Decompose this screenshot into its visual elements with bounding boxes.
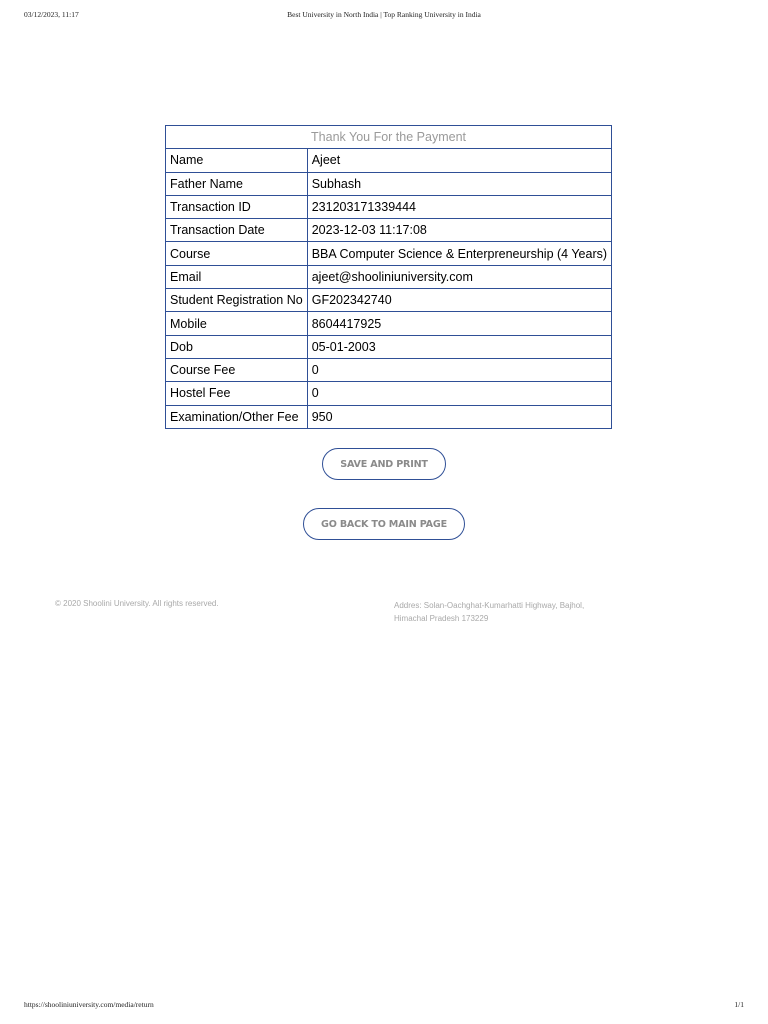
table-row bbox=[166, 265, 612, 288]
row-label: Transaction Date bbox=[166, 219, 308, 242]
receipt-caption: Thank You For the Payment bbox=[166, 126, 612, 149]
row-value: 231203171339444 bbox=[307, 195, 611, 218]
row-label: Examination/Other Fee bbox=[166, 405, 308, 428]
receipt-rows bbox=[166, 149, 612, 429]
table-row bbox=[166, 312, 612, 335]
table-row bbox=[166, 382, 612, 405]
table-row bbox=[166, 149, 612, 172]
row-value: 0 bbox=[307, 382, 611, 405]
table-row bbox=[166, 242, 612, 265]
print-footer bbox=[24, 1000, 744, 1012]
row-value: 0 bbox=[307, 358, 611, 381]
row-value: ajeet@shooliniuniversity.com bbox=[307, 265, 611, 288]
row-value: BBA Computer Science & Enterpreneurship (4 Years) bbox=[307, 242, 611, 265]
table-row bbox=[166, 335, 612, 358]
row-value: GF202342740 bbox=[307, 289, 611, 312]
row-label: Transaction ID bbox=[166, 195, 308, 218]
print-page-title: Best University in North India | Top Ranking University in India bbox=[287, 10, 481, 19]
row-value: 8604417925 bbox=[307, 312, 611, 335]
copyright-text: © 2020 Shoolini University. All rights reserved. bbox=[55, 599, 219, 608]
row-label: Course bbox=[166, 242, 308, 265]
row-label: Course Fee bbox=[166, 358, 308, 381]
table-row bbox=[166, 219, 612, 242]
row-label: Student Registration No bbox=[166, 289, 308, 312]
row-value: 950 bbox=[307, 405, 611, 428]
print-url: https://shooliniuniversity.com/media/return bbox=[24, 1000, 154, 1009]
table-row bbox=[166, 172, 612, 195]
row-value: Ajeet bbox=[307, 149, 611, 172]
row-label: Mobile bbox=[166, 312, 308, 335]
print-header bbox=[24, 10, 744, 24]
row-value: 05-01-2003 bbox=[307, 335, 611, 358]
row-value: 2023-12-03 11:17:08 bbox=[307, 219, 611, 242]
address-text: Addres: Solan-Oachghat-Kumarhatti Highway, Bajhol, Himachal Pradesh 173229 bbox=[394, 601, 585, 623]
row-label: Hostel Fee bbox=[166, 382, 308, 405]
receipt-caption-row bbox=[166, 126, 612, 149]
print-datetime: 03/12/2023, 11:17 bbox=[24, 10, 79, 19]
payment-receipt-table bbox=[165, 125, 612, 429]
table-row bbox=[166, 358, 612, 381]
print-page-number: 1/1 bbox=[734, 1000, 744, 1009]
table-row bbox=[166, 289, 612, 312]
save-and-print-button[interactable]: SAVE AND PRINT bbox=[322, 448, 446, 480]
row-label: Dob bbox=[166, 335, 308, 358]
row-label: Name bbox=[166, 149, 308, 172]
row-label: Email bbox=[166, 265, 308, 288]
table-row bbox=[166, 405, 612, 428]
go-back-to-main-page-button[interactable]: GO BACK TO MAIN PAGE bbox=[303, 508, 465, 540]
row-value: Subhash bbox=[307, 172, 611, 195]
row-label: Father Name bbox=[166, 172, 308, 195]
table-row bbox=[166, 195, 612, 218]
